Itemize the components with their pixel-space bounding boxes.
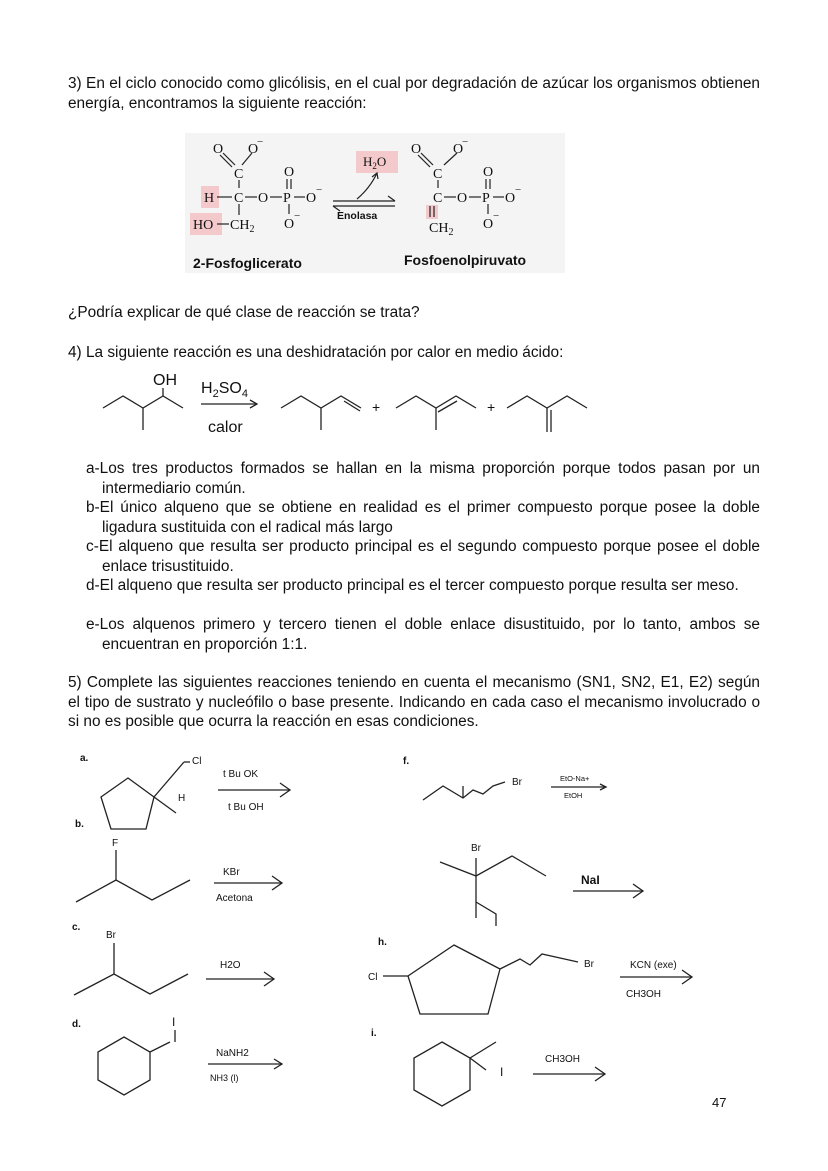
atom-o: O (284, 165, 295, 180)
atom-o: O (483, 217, 494, 232)
reagent-g-top: NaI (581, 873, 600, 887)
minus-sign: − (462, 136, 469, 148)
reagent-b-top: KBr (223, 867, 240, 878)
question-3-prompt: ¿Podría explicar de qué clase de reacción se trata? (68, 304, 420, 321)
reagent-h-top: KCN (exe) (630, 960, 677, 971)
glycolysis-enolase-figure (185, 133, 585, 273)
plus-sign: + (487, 399, 496, 415)
reagent-f-top: EtO-Na+ (560, 774, 590, 783)
reagent-b-bottom: Acetona (216, 893, 253, 904)
plus-sign: + (372, 399, 381, 415)
reagent-h2so4: $H_2SO_4$ (201, 380, 248, 400)
reagent-h-bottom: CH3OH (626, 989, 662, 1000)
atom-c: C (433, 167, 443, 182)
reagent-a-bottom: t Bu OH (228, 802, 264, 813)
minus-sign: − (257, 136, 264, 148)
option-d: d-El alqueno que resulta ser producto principal es el tercer compuesto porque resulta ser meso. (86, 577, 739, 594)
product-name: Fosfoenolpiruvato (404, 252, 527, 268)
atom-o: O (411, 142, 422, 157)
water-label: $H_2O$ (363, 154, 387, 171)
minus-sign: − (493, 210, 500, 222)
option-e: e-Los alquenos primero y tercero tienen el doble enlace disustituido, por lo tanto, ambos se encuentran en proporción 1:1. (86, 616, 760, 653)
atom-f: F (112, 838, 119, 849)
option-a: a-Los tres productos formados se hallan en la misma proporción porque todos pasan por un intermediario común. (86, 460, 760, 497)
atom-br: Br (584, 959, 594, 970)
atom-br: Br (512, 777, 522, 788)
reaction-b-label: b. (75, 819, 84, 830)
atom-o-minus: O (248, 142, 259, 157)
question-3-text: 3) En el ciclo conocido como glicólisis, en el cual por degradación de azúcar los organismos obtienen energía, encontramos la siguiente reacción: (68, 75, 760, 112)
atom-o: O (483, 165, 494, 180)
atom-h: H (178, 793, 186, 804)
minus-sign: − (515, 184, 522, 196)
atom-i: I (172, 1015, 176, 1029)
option-b: b-El único alqueno que se obtiene en realidad es el primer compuesto porque posee la doble ligadura sustituida con el radical más largo (86, 499, 760, 536)
atom-o: O (258, 191, 269, 206)
atom-cl: Cl (368, 972, 378, 983)
reaction-h-label: h. (378, 937, 387, 948)
atom-o-minus: O (453, 142, 464, 157)
dehydration-figure (95, 368, 595, 448)
option-c: c-El alqueno que resulta ser producto principal es el segundo compuesto porque posee el doble enlace trisustituido. (86, 538, 760, 575)
minus-sign: − (316, 184, 323, 196)
page-number: 47 (712, 1095, 727, 1110)
question-4-text: 4) La siguiente reacción es una deshidratación por calor en medio ácido: (68, 344, 564, 361)
reagent-c-top: H2O (220, 960, 241, 971)
reaction-i-label: i. (371, 1028, 377, 1039)
question-5-text: 5) Complete las siguientes reacciones teniendo en cuenta el mecanismo (SN1, SN2, E1, E2) según el tipo de sustrato y nucleófilo o base presente. Indicando en cada caso el mecanismo involucrado o si no es posible que ocurra la reacción en esas condiciones. (68, 674, 760, 730)
atom-i: I (500, 1065, 504, 1079)
atom-ho: HO (193, 218, 214, 233)
atom-o: O (457, 191, 468, 206)
atom-br: Br (106, 930, 116, 941)
atom-o: O (213, 142, 224, 157)
reagent-f-bottom: EtOH (564, 791, 583, 800)
minus-sign: − (294, 210, 301, 222)
atom-cl: Cl (192, 756, 202, 767)
atom-c: C (234, 167, 244, 182)
reaction-c-label: c. (72, 922, 81, 933)
atom-p: P (482, 191, 490, 206)
atom-h: H (204, 191, 215, 206)
atom-p: P (283, 191, 291, 206)
reaction-d-label: d. (72, 1019, 81, 1030)
atom-c: C (433, 191, 443, 206)
reactions-figure (0, 740, 828, 1140)
hydroxyl-label: OH (153, 372, 177, 389)
atom-o: O (284, 217, 295, 232)
atom-br: Br (471, 843, 481, 854)
atom-c: C (234, 191, 244, 206)
reagent-calor: calor (208, 419, 243, 436)
reagent-d-top: NaNH2 (216, 1048, 249, 1059)
atom-ch2: $CH_2$ (230, 218, 255, 235)
enzyme-label: Enolasa (337, 210, 378, 222)
atom-o-minus: O (306, 191, 317, 206)
atom-ch2: $CH_2$ (429, 221, 454, 238)
reagent-d-bottom: NH3 (l) (210, 1073, 239, 1083)
reaction-f-label: f. (403, 756, 410, 767)
reactant-name: 2-Fosfoglicerato (193, 255, 302, 271)
reaction-a-label: a. (80, 753, 89, 764)
reagent-i-top: CH3OH (545, 1054, 581, 1065)
atom-o-minus: O (505, 191, 516, 206)
reagent-a-top: t Bu OK (223, 769, 259, 780)
